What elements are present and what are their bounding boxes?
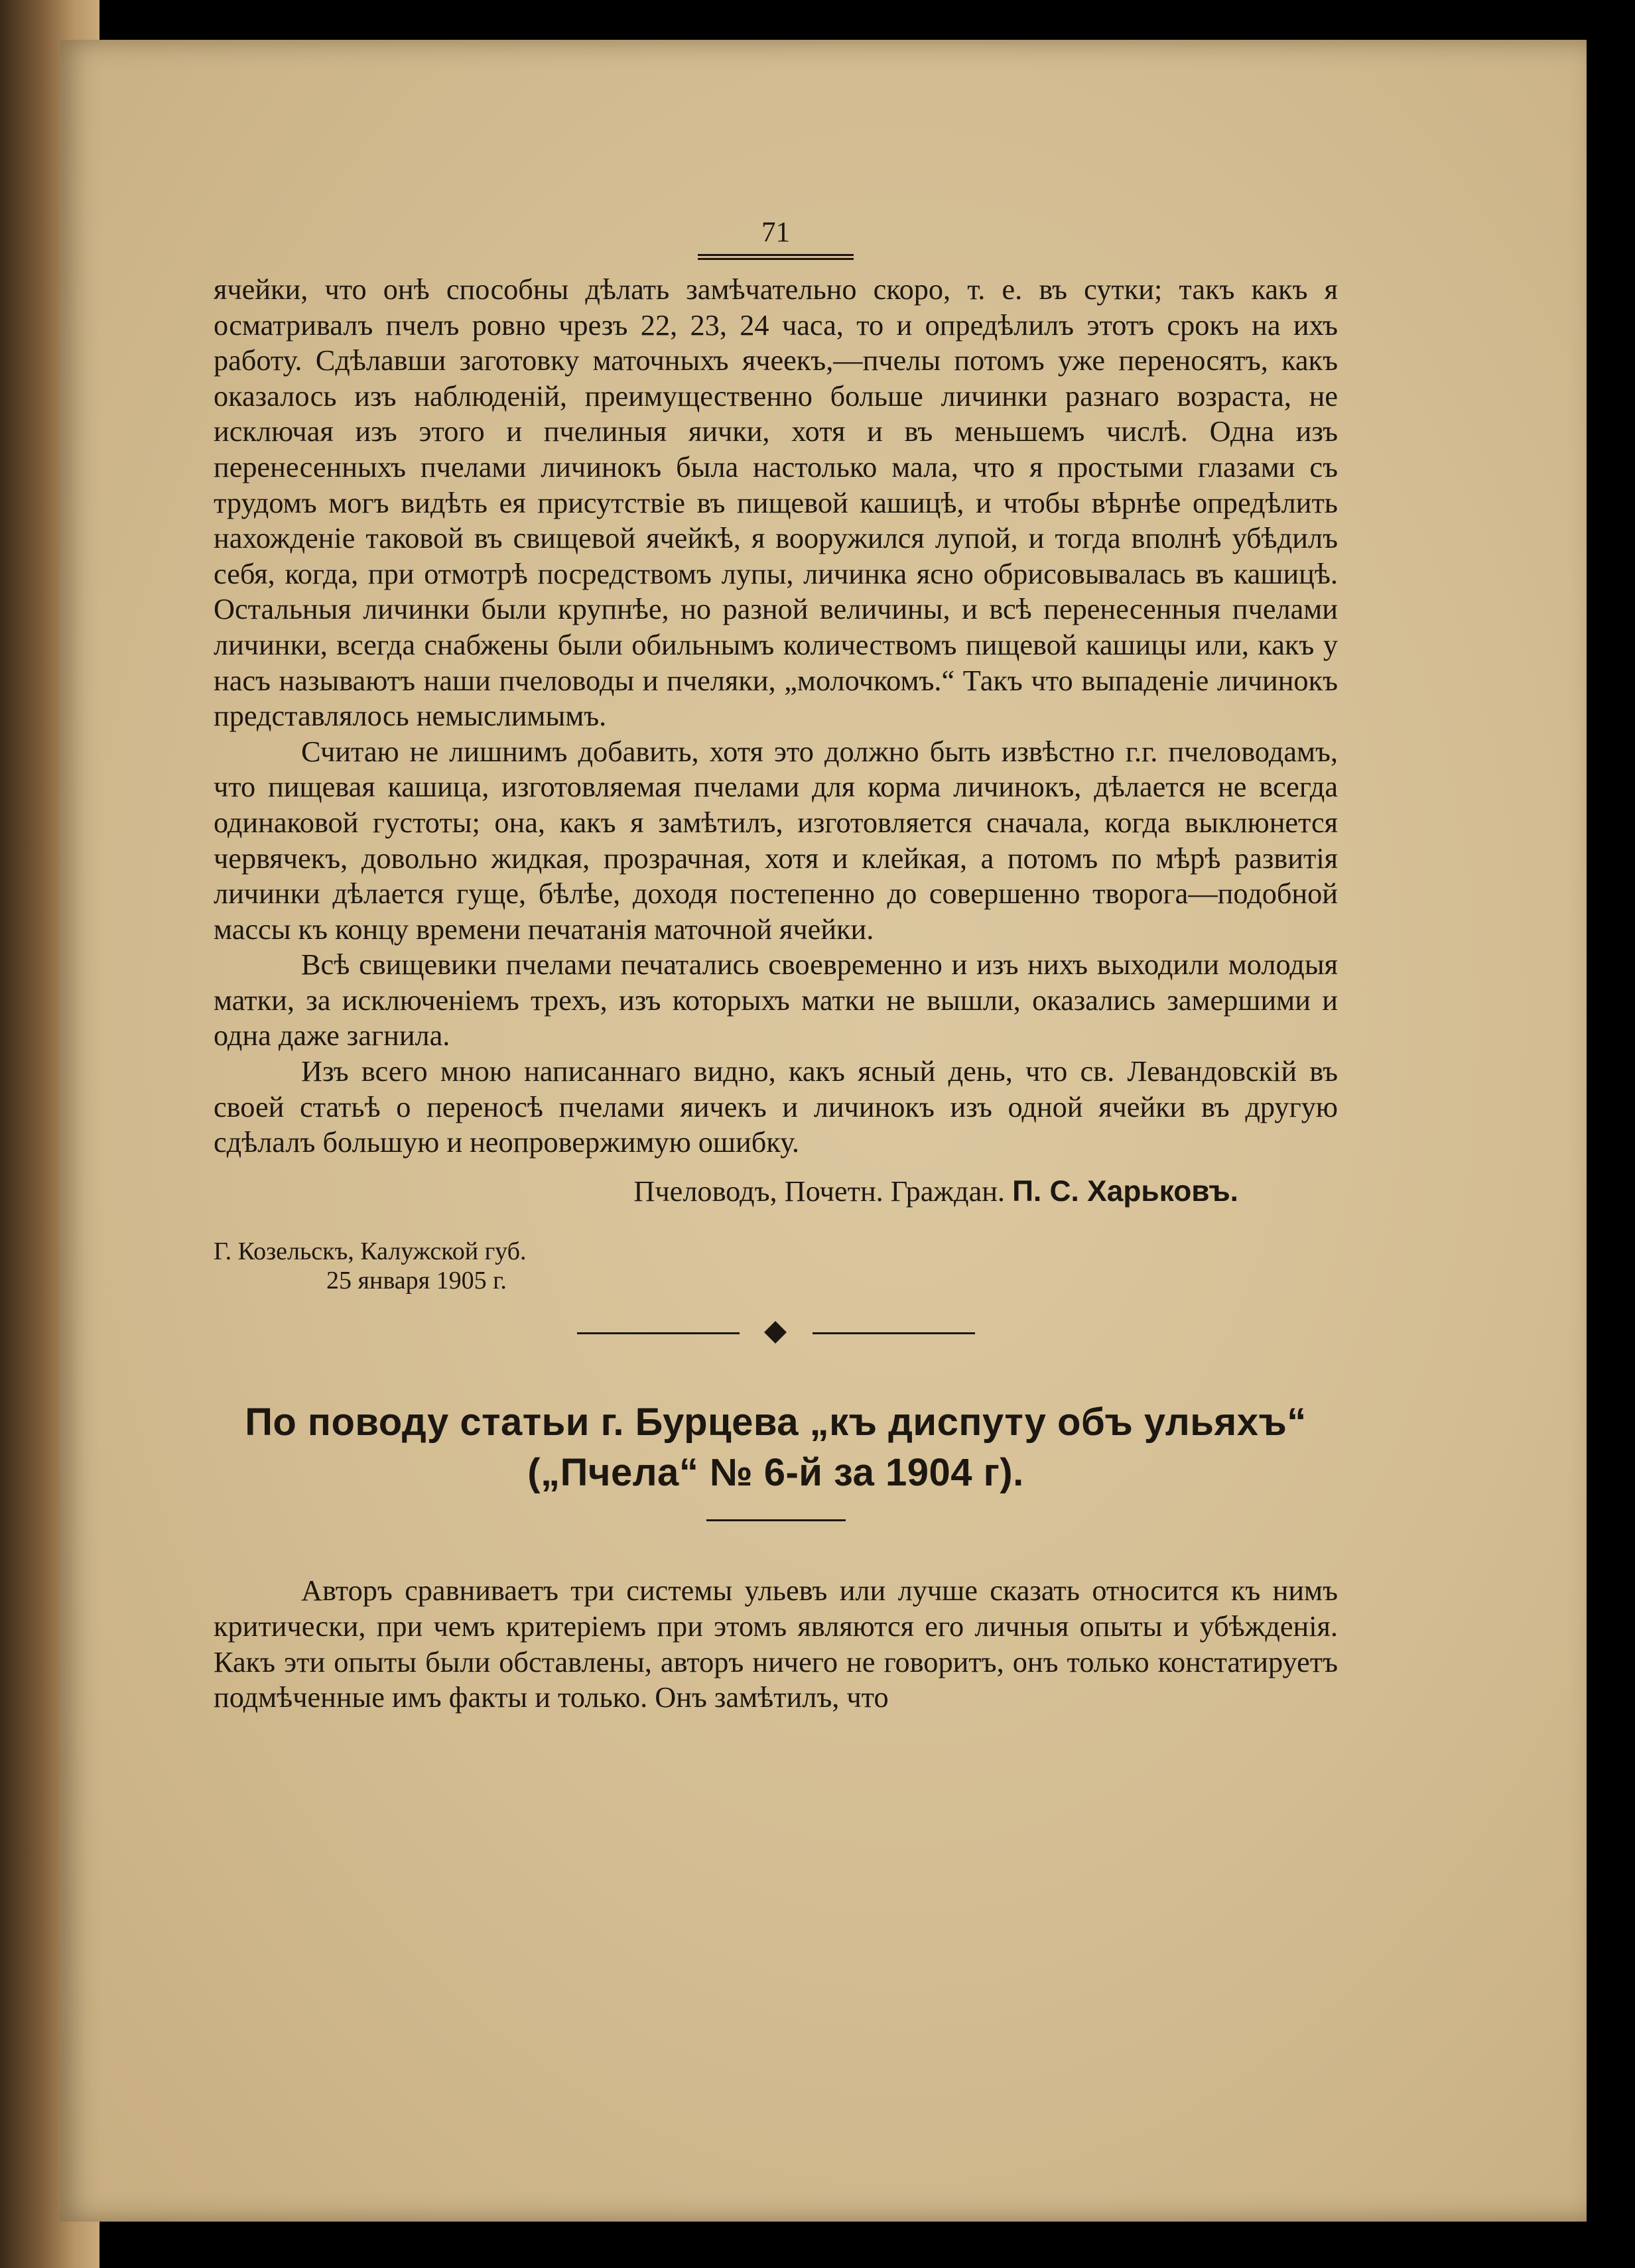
place-line: Г. Козельскъ, Калужской губ. bbox=[214, 1237, 527, 1266]
paragraph-continuation: ячейки, что онѣ способны дѣлать замѣчательно скоро, т. е. въ сутки; такъ какъ я осматривалъ пчелъ ровно чрезъ 22, 23, 24 часа, то и опредѣлилъ этотъ срокъ на ихъ работу. Сдѣлавши заготовку маточныхъ ячеекъ,—пчелы потомъ уже переносятъ, какъ оказалось изъ наблюденій, преимущественно больше личинки разнаго возраста, не исключая изъ этого и пчелиныя яички, хотя и въ меньшемъ числѣ. Одна изъ перенесенныхъ пчелами личинокъ была настолько мала, что я простыми глазами съ трудомъ могъ видѣть ея присутствіе въ пищевой кашицѣ, и чтобы вѣрнѣе опредѣлить нахожденіе таковой въ свищевой ячейкѣ, я вооружился лупой, и тогда вполнѣ убѣдилъ себя, когда, при отмотрѣ посредствомъ лупы, личинка ясно обрисовывалась въ кашицѣ. Остальныя личинки были крупнѣе, но разной величины, и всѣ перенесенныя пчелами личинки, всегда снабжены были обильнымъ количествомъ пищевой кашицы или, какъ у насъ называютъ наши пчеловоды и пчеляки, „молочкомъ.“ Такъ что выпаденіе личинокъ представлялось немыслимымъ. bbox=[214, 273, 1338, 733]
page-number: 71 bbox=[761, 217, 790, 248]
heading-underline-rule bbox=[706, 1519, 846, 1521]
paragraph-conclusion: Изъ всего мною написаннаго видно, какъ ясный день, что св. Левандовскій въ своей статьѣ о переносѣ пчелами яичекъ и личинокъ изъ одной ячейки въ другую сдѣлалъ большую и неопровержимую ошибку. bbox=[214, 1055, 1338, 1159]
date-line: 25 января 1905 г. bbox=[326, 1267, 507, 1295]
place-date-block bbox=[214, 1237, 1338, 1295]
article-heading-line-2: („Пчела“ № 6-й за 1904 г). bbox=[527, 1451, 1024, 1495]
article-paragraph: Авторъ сравниваетъ три системы ульевъ или лучше сказать относится къ нимъ критически, при чемъ критеріемъ при этомъ являются его личныя опыты и убѣжденія. Какъ эти опыты были обставлены, авторъ ничего не говоритъ, онъ только констатируетъ подмѣченные имъ факты и только. Онъ замѣтилъ, что bbox=[214, 1574, 1338, 1714]
divider-line-right bbox=[813, 1332, 975, 1334]
diamond-ornament-icon bbox=[764, 1321, 787, 1344]
signature-title: Пчеловодъ, Почетн. Граждан. bbox=[633, 1174, 1006, 1208]
signature-name: П. С. Харьковъ. bbox=[1012, 1174, 1238, 1208]
book-page bbox=[60, 40, 1587, 2222]
section-divider-ornament bbox=[577, 1323, 975, 1343]
article-heading-line-1: По поводу статьи г. Бурцева „къ диспуту объ ульяхъ“ bbox=[245, 1401, 1307, 1444]
paragraph-queen-cells: Всѣ свищевики пчелами печатались своевременно и изъ нихъ выходили молодыя матки, за исключеніемъ трехъ, изъ которыхъ матки не вышли, оказались замершими и одна даже загнила. bbox=[214, 948, 1338, 1052]
article-heading bbox=[214, 1397, 1338, 1498]
paragraph-food-paste: Считаю не лишнимъ добавить, хотя это должно быть извѣстно г.г. пчеловодамъ, что пищевая кашица, изготовляемая пчелами для корма личинокъ, дѣлается не всегда одинаковой густоты; она, какъ я замѣтилъ, изготовляется сначала, когда выклюнется червячекъ, довольно жидкая, прозрачная, хотя и клейкая, а потомъ по мѣрѣ развитія личинки дѣлается гуще, бѣлѣе, доходя постепенно до совершенно творога—подобной массы къ концу времени печатанія маточной ячейки. bbox=[214, 735, 1338, 946]
page-number-double-rule bbox=[698, 254, 854, 260]
author-signature bbox=[214, 1174, 1338, 1210]
divider-line-left bbox=[577, 1332, 740, 1334]
page-content bbox=[214, 216, 1338, 1716]
